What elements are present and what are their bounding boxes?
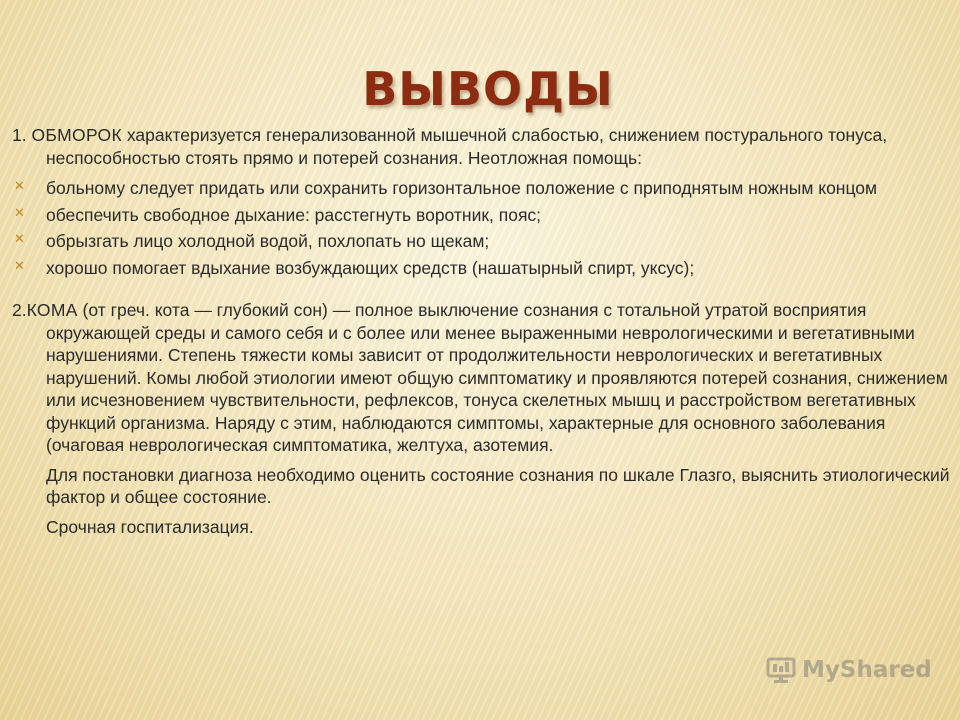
section-1-text: характеризуется генерализованной мышечной слабостью, снижением постурального тонуса, неспособностью стоять прямо и потерей сознания. Неотложная помощь:: [46, 125, 888, 168]
list-item-text: обрызгать лицо холодной водой, похлопать но щекам;: [46, 231, 490, 251]
cross-bullet-icon: ✕: [14, 257, 25, 273]
watermark-logo: [766, 656, 932, 684]
list-item-text: хорошо помогает вдыхание возбуждающих средств (нашатырный спирт, уксус);: [46, 257, 695, 278]
cross-bullet-icon: ✕: [14, 204, 25, 220]
presentation-icon: [766, 656, 796, 684]
section-2-text: [12, 299, 952, 457]
list-item: [12, 204, 952, 227]
list-item: [12, 257, 952, 280]
section-2-body: (от греч. кота — глубокий сон) — полное выключение сознания с тотальной утратой восприятия окружающей среды и самого себя и с более или менее выраженными неврологическими и вегетативными нарушениями. Степень тяжести комы зависит от продолжительности неврологических и вегетативных нарушений. Комы любой этиологии имеют общую симптоматику и проявляются потерей сознания, снижением или исчезновением чувствительности, рефлексов, тонуса скелетных мышц и расстройством вегетативных функций организма. Наряду с этим, наблюдаются симптомы, характерные для основного заболевания (очаговая неврологическая симптоматика, желтуха, азотемия.: [46, 300, 948, 455]
section-2-number: 2.: [12, 300, 27, 320]
list-item-text: больному следует придать или сохранить горизонтальное положение с приподнятым ножным концом: [46, 178, 878, 198]
cross-bullet-icon: ✕: [14, 178, 25, 193]
slide-content: [12, 124, 952, 538]
section-1-intro: [12, 124, 952, 169]
section-1-term: ОБМОРОК: [31, 125, 122, 145]
section-2-term: КОМА: [26, 300, 78, 320]
cross-bullet-icon: ✕: [14, 231, 25, 246]
diagnosis-text: Для постановки диагноза необходимо оценить состояние сознания по шкале Глазго, выяснить этиологический фактор и общее состояние.: [46, 464, 950, 507]
watermark-text: MyShared: [802, 657, 932, 683]
list-item: [12, 230, 952, 253]
first-aid-list: [12, 177, 952, 279]
section-1-number: 1.: [12, 125, 27, 145]
list-item: [12, 177, 952, 200]
list-item-text: обеспечить свободное дыхание: расстегнуть воротник, пояс;: [46, 204, 542, 225]
slide-title: ВЫВОДЫ: [362, 62, 614, 116]
hospitalization-text: Срочная госпитализация.: [46, 516, 254, 537]
